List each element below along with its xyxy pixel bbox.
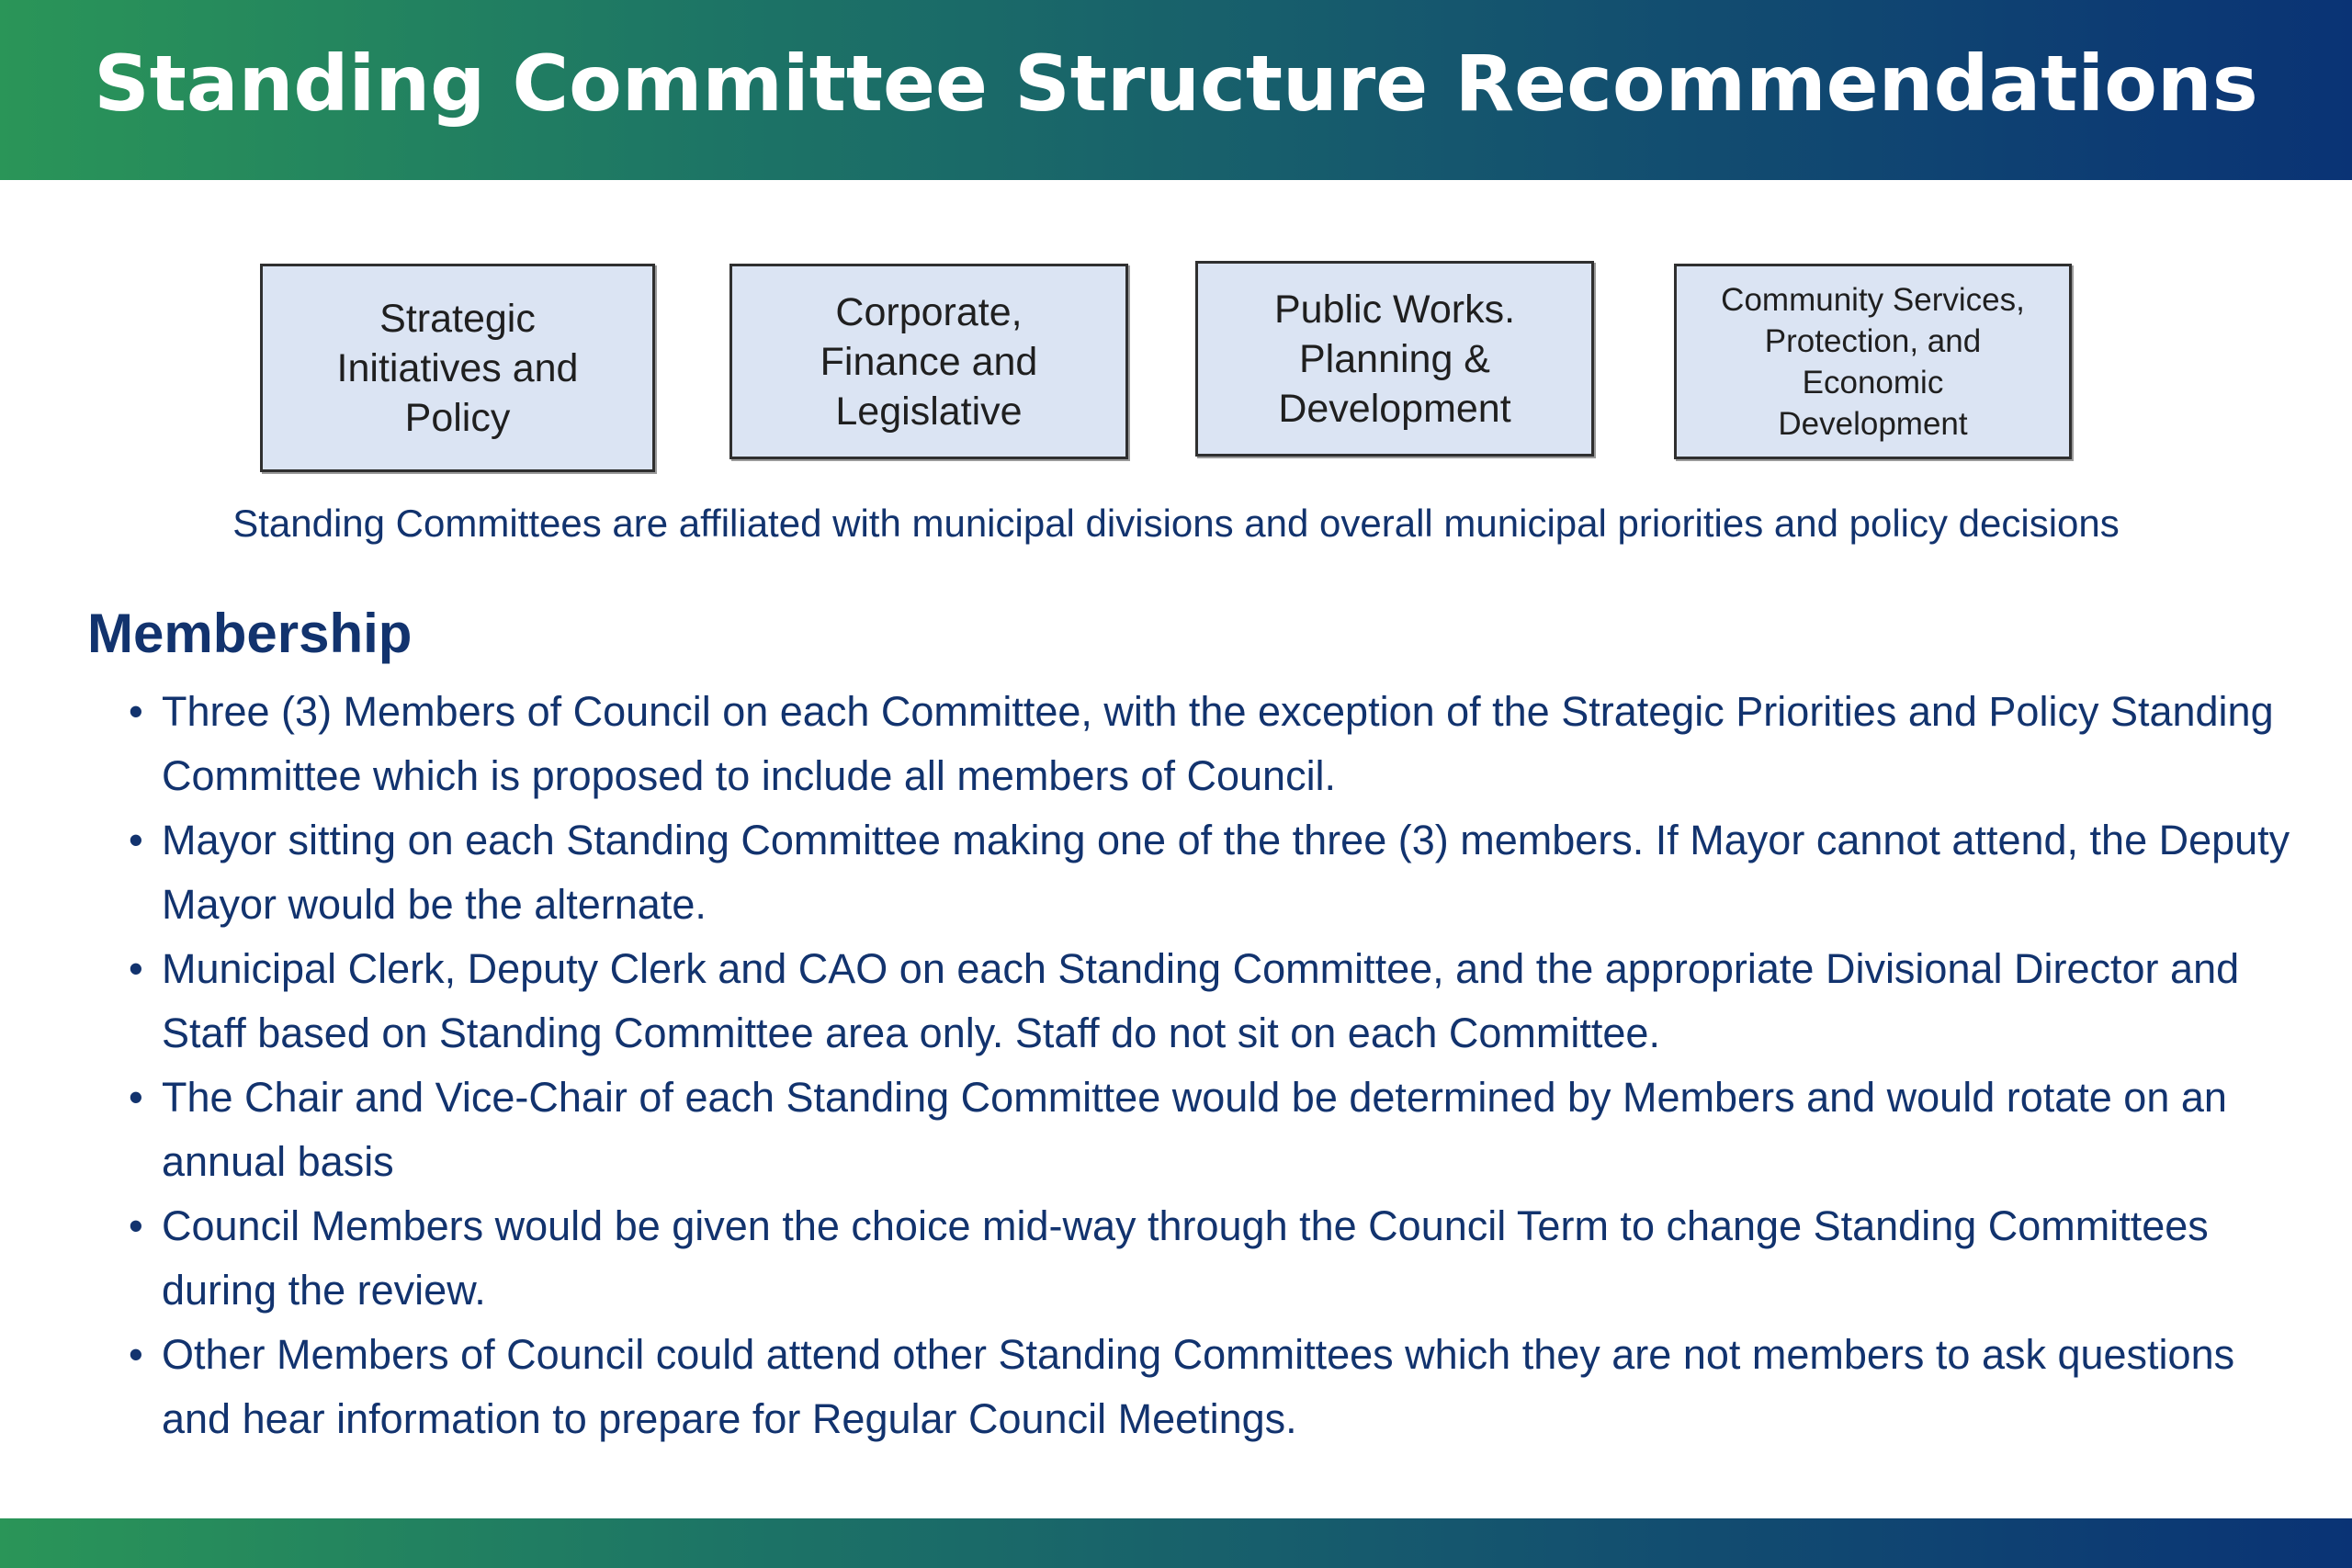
bullet-icon: • xyxy=(129,1074,143,1121)
committee-box-label: Public Works. Planning & Development xyxy=(1273,287,1516,431)
committee-box-corporate-finance xyxy=(729,264,1128,459)
bullet-icon: • xyxy=(129,1202,143,1249)
membership-heading: Membership xyxy=(87,603,413,664)
list-item xyxy=(129,1194,2306,1323)
list-item xyxy=(129,937,2306,1066)
list-item-text: Three (3) Members of Council on each Committee, with the exception of the Strategic Priorities and Policy Standing Committee which is proposed to include all members of Council. xyxy=(162,688,2274,799)
affiliation-note: Standing Committees are affiliated with municipal divisions and overall municipal priorities and policy decisions xyxy=(232,502,2120,545)
list-item-text: The Chair and Vice-Chair of each Standing Committee would be determined by Members and would rotate on an annual basis xyxy=(162,1074,2227,1185)
committee-box-strategic-initiatives xyxy=(260,264,655,472)
list-item-text: Mayor sitting on each Standing Committee making one of the three (3) members. If Mayor cannot attend, the Deputy Mayor would be the alternate. xyxy=(162,817,2290,928)
bullet-icon: • xyxy=(129,945,143,992)
list-item xyxy=(129,1323,2306,1451)
list-item-text: Other Members of Council could attend other Standing Committees which they are not members to ask questions and hear information to prepare for Regular Council Meetings. xyxy=(162,1331,2235,1442)
footer-band xyxy=(0,1518,2352,1568)
slide-title: Standing Committee Structure Recommendations xyxy=(94,39,2258,129)
list-item-text: Municipal Clerk, Deputy Clerk and CAO on each Standing Committee, and the appropriate Divisional Director and Staff based on Standing Committee area only. Staff do not sit on each Committee. xyxy=(162,945,2240,1056)
committee-box-label: Corporate, Finance and Legislative xyxy=(820,289,1038,434)
bullet-icon: • xyxy=(129,1331,143,1378)
list-item xyxy=(129,1066,2306,1194)
committee-box-community-services xyxy=(1674,264,2072,459)
membership-list xyxy=(129,680,2306,1451)
committee-box-label: Community Services, Protection, and Economic Development xyxy=(1721,281,2025,442)
committee-box-public-works xyxy=(1195,261,1594,457)
header-band xyxy=(0,0,2352,180)
bullet-icon: • xyxy=(129,688,143,735)
list-item xyxy=(129,680,2306,808)
list-item xyxy=(129,808,2306,937)
list-item-text: Council Members would be given the choice mid-way through the Council Term to change Standing Committees during the review. xyxy=(162,1202,2209,1314)
bullet-icon: • xyxy=(129,817,143,863)
committee-box-label: Strategic Initiatives and Policy xyxy=(336,296,579,440)
